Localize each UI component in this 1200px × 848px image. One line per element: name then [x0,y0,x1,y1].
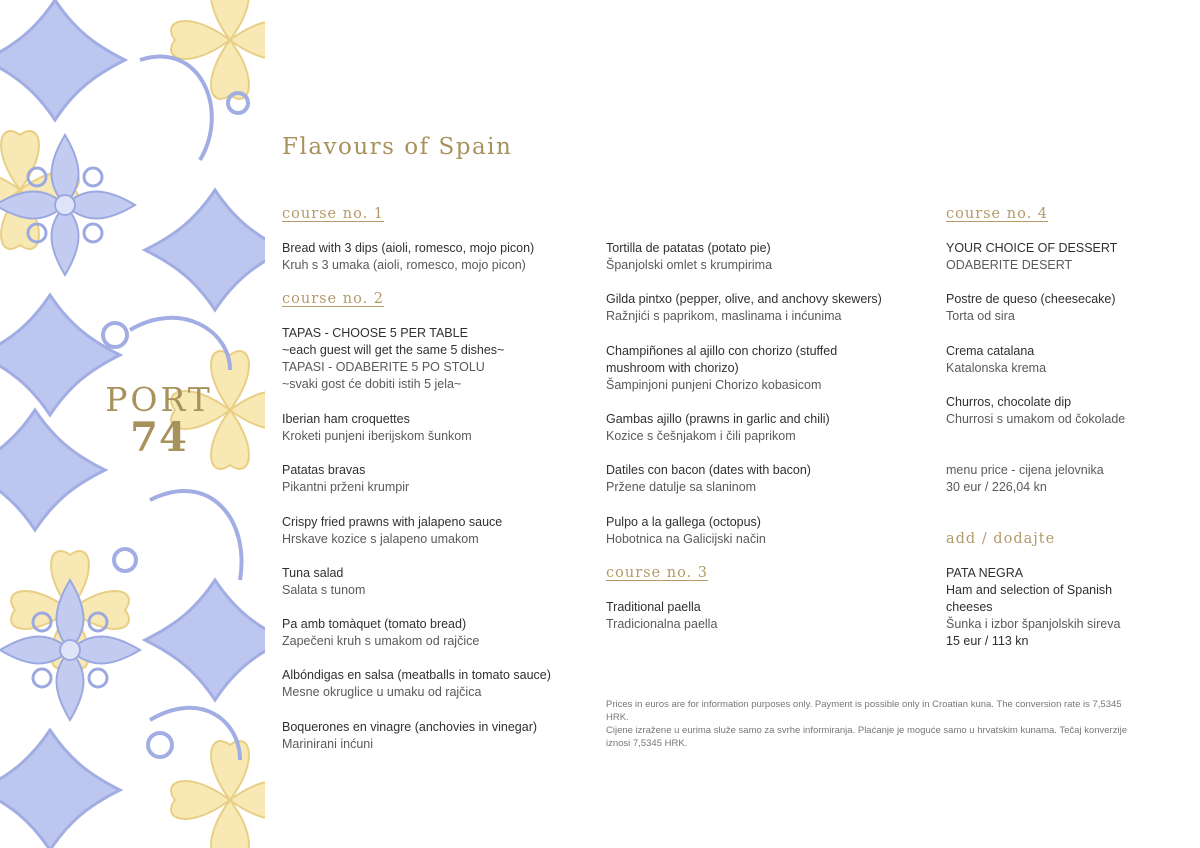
disclaimer-hr: Cijene izražene u eurima služe samo za svrhe informiranja. Plaćanje je moguće samo u hrvatskim kunama. Tečaj konverzije iznosi 7,5345 HRK. [606,725,1127,749]
menu-item: Gambas ajillo (prawns in garlic and chili) Kozice s češnjakom i čili paprikom [606,412,830,443]
brand-number: 74 [130,414,188,461]
decorative-tile-panel [0,0,265,848]
disclaimer-en: Prices in euros are for information purposes only. Payment is possible only in Croatian kuna. The conversion rate is 7,5345 HRK. [606,699,1122,723]
menu-item: Iberian ham croquettes Kroketi punjeni iberijskom šunkom [282,412,472,443]
addon-price: 15 eur / 113 kn [946,634,1029,648]
course-3-heading: course no. 3 [606,565,709,581]
menu-item: Postre de queso (cheesecake) Torta od sira [946,292,1116,323]
menu-item: Crema catalana Katalonska krema [946,344,1047,375]
menu-item: Pa amb tomàquet (tomato bread) Zapečeni kruh s umakom od rajčice [282,617,480,648]
brand-name: PORT [105,380,213,419]
menu-item: Tortilla de patatas (potato pie) Španjolski omlet s krumpirima [606,241,773,272]
menu-price-label: menu price - cijena jelovnika [946,463,1104,477]
menu-price [946,462,1176,496]
menu-item: Boquerones en vinagre (anchovies in vinegar) Marinirani inćuni [282,720,538,751]
menu-item: Pulpo a la gallega (octopus) Hobotnica na Galicijski način [606,515,766,546]
menu-item: Bread with 3 dips (aioli, romesco, mojo picon) Kruh s 3 umaka (aioli, romesco, mojo picon) [282,241,535,272]
menu-item: Albóndigas en salsa (meatballs in tomato sauce) Mesne okruglice u umaku od rajčica [282,668,551,699]
menu-item: YOUR CHOICE OF DESSERT ODABERITE DESERT [946,241,1118,272]
menu-item: Tuna salad Salata s tunom [282,566,366,597]
addon-name: PATA NEGRA [946,566,1024,580]
brand-logo [84,380,234,461]
course-2-intro: TAPAS - CHOOSE 5 PER TABLE ~each guest will get the same 5 dishes~ TAPASI - ODABERITE 5 PO STOLU ~svaki gost će dobiti istih 5 jela~ [282,326,505,391]
menu-item: Traditional paella Tradicionalna paella [606,600,718,631]
menu-price-value: 30 eur / 226,04 kn [946,480,1047,494]
course-2-heading: course no. 2 [282,291,385,307]
addon-item [946,565,1136,650]
menu-item: Churros, chocolate dip Churrosi s umakom od čokolade [946,395,1126,426]
course-4-heading: course no. 4 [946,206,1049,222]
menu-item: Crispy fried prawns with jalapeno sauce Hrskave kozice s jalapeno umakom [282,515,503,546]
menu-item: Datiles con bacon (dates with bacon) Pržene datulje sa slaninom [606,463,811,494]
addon-heading: add / dodajte [946,531,1056,547]
course-1-heading: course no. 1 [282,206,385,222]
addon-description: Ham and selection of Spanish cheeses [946,583,1113,614]
menu-item: Patatas bravas Pikantni prženi krumpir [282,463,410,494]
addon-translation: Šunka i izbor španjolskih sireva [946,617,1121,631]
menu-item: Champiñones al ajillo con chorizo (stuffed mushroom with chorizo) Šampinjoni punjeni Chorizo kobasicom [606,344,838,392]
currency-disclaimer [606,698,1136,750]
menu-item: Gilda pintxo (pepper, olive, and anchovy skewers) Ražnjići s paprikom, maslinama i inćunima [606,292,882,323]
menu-title: Flavours of Spain [282,134,513,160]
